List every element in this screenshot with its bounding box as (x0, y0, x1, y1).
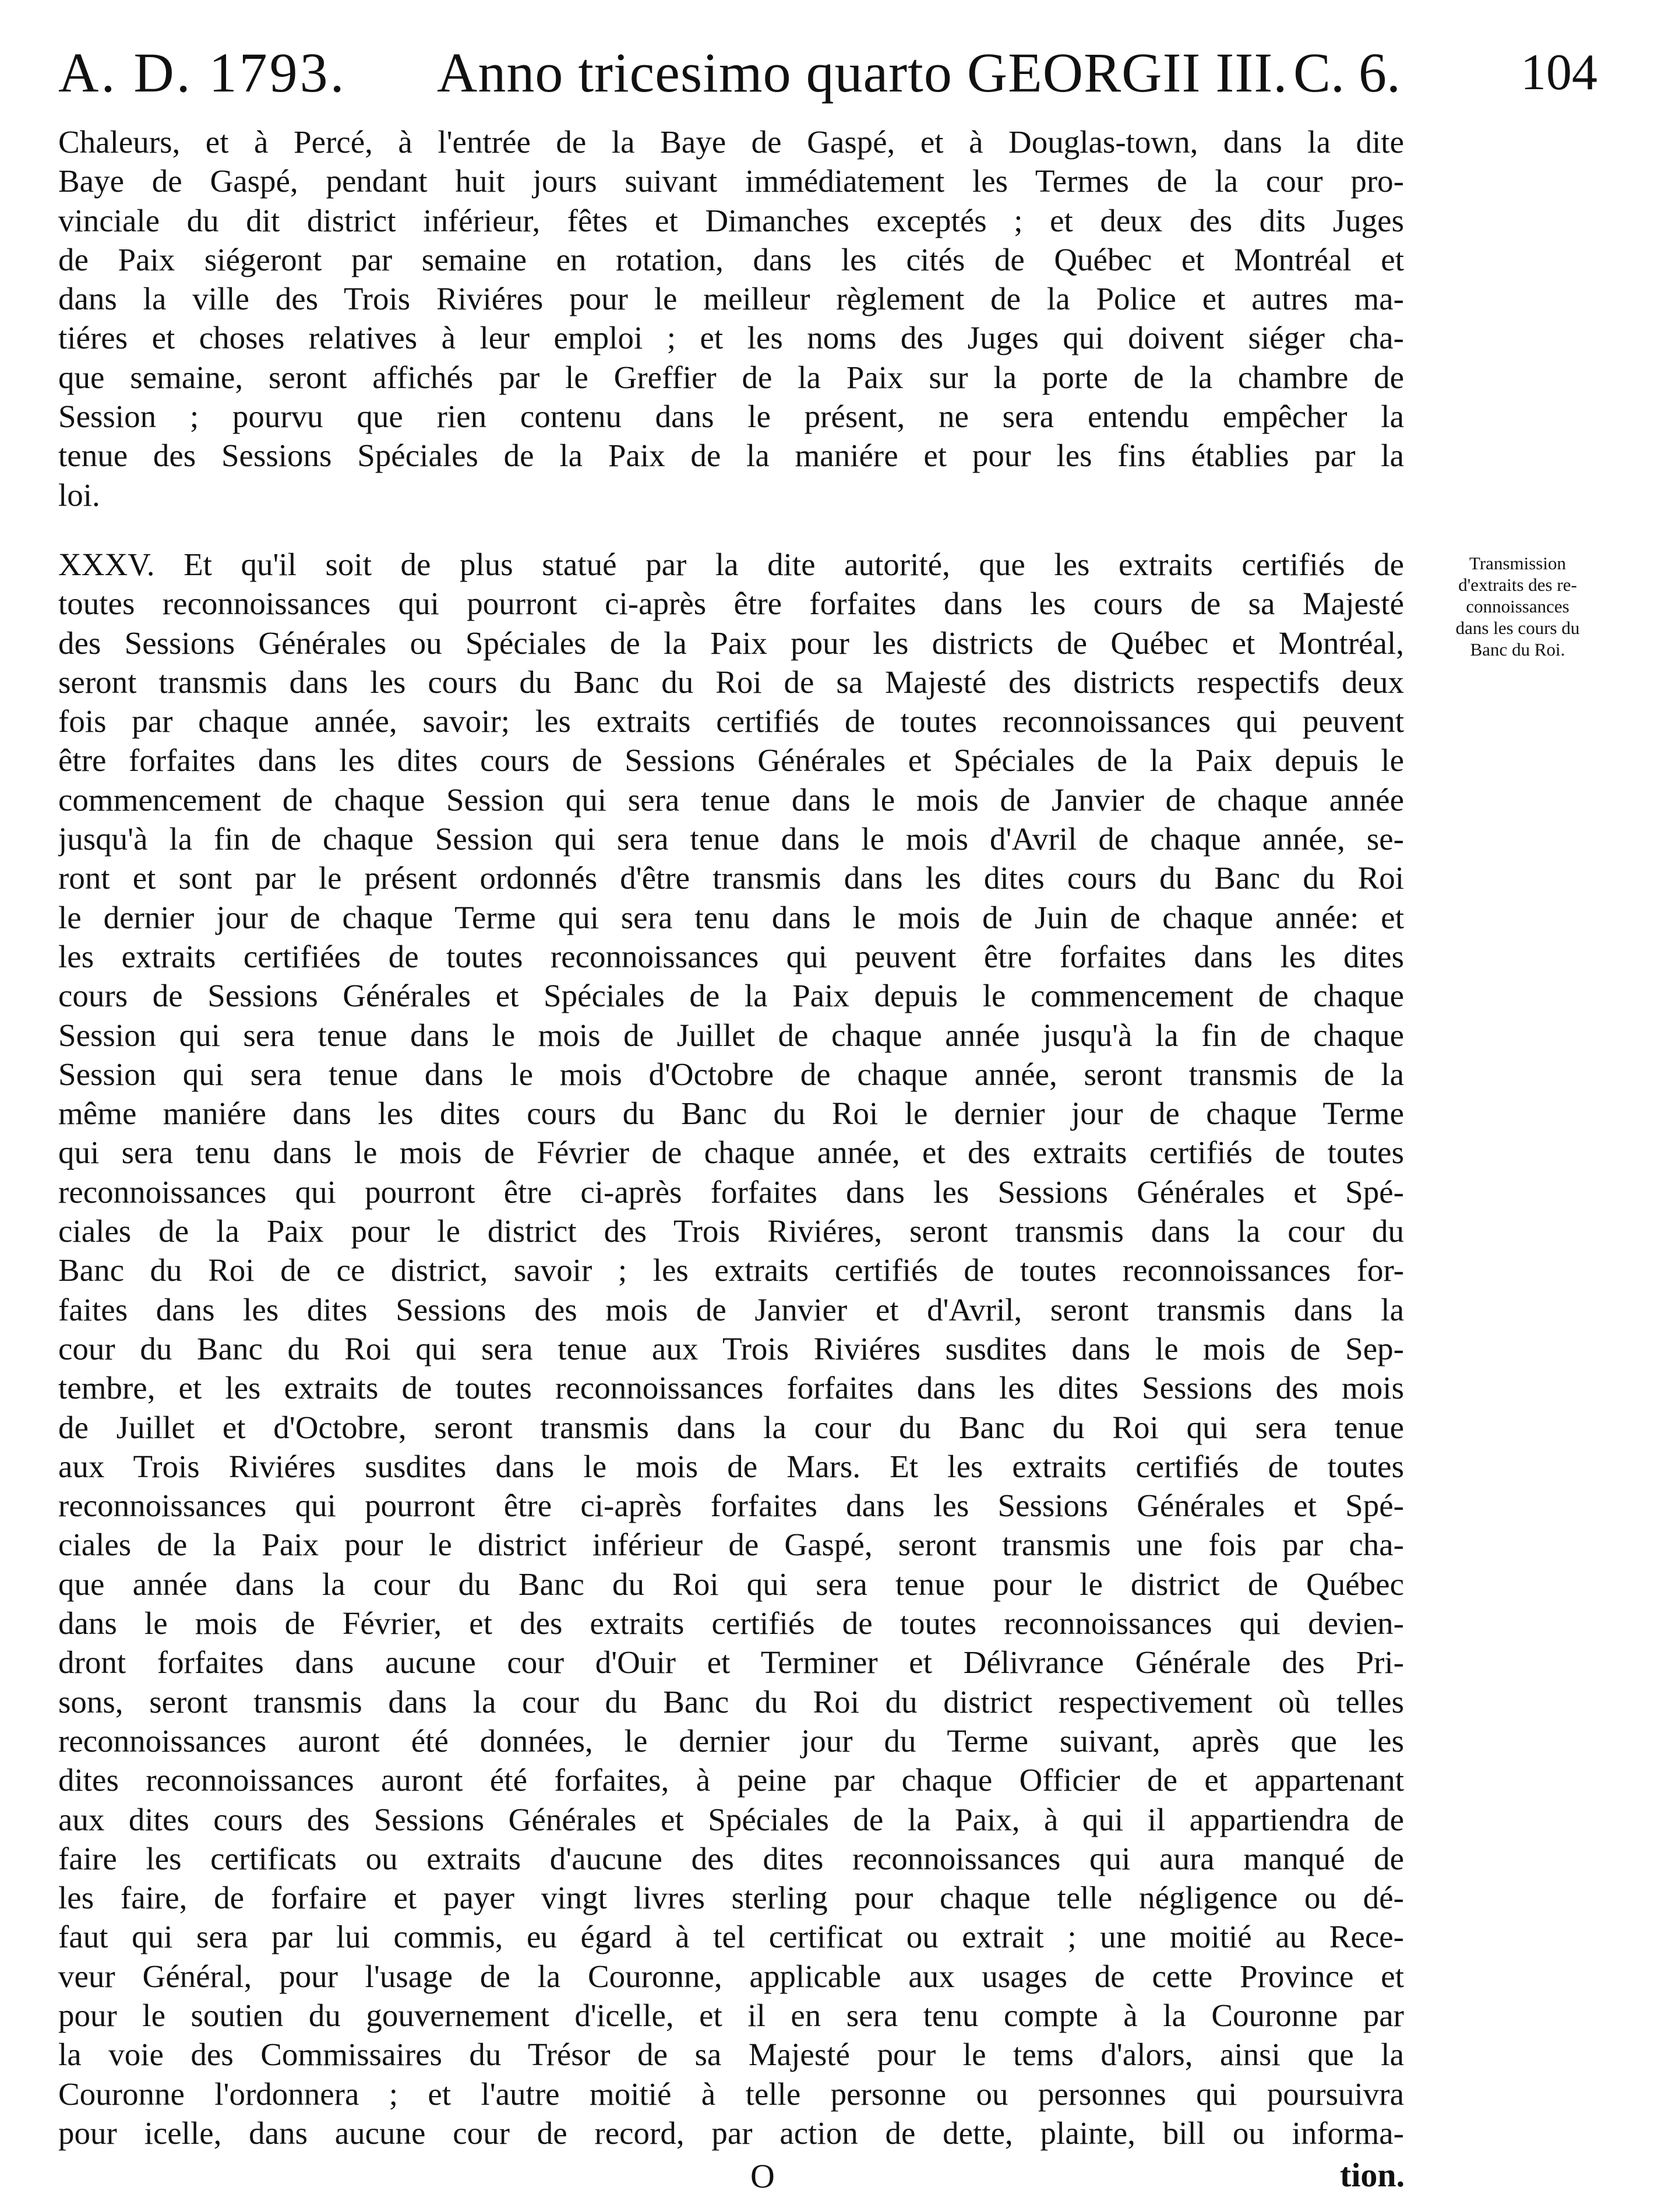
text-line: aux dites cours des Sessions Générales et Spéciales de la Paix, à qui il appartiendra de (58, 1801, 1404, 1837)
text-line: de Paix siégeront par semaine en rotation, dans les cités de Québec et Montréal et (58, 241, 1404, 277)
text-line: dites reconnoissances auront été forfaites, à peine par chaque Officier de et appartenant (58, 1762, 1404, 1798)
text-line: ciales de la Paix pour le district des Trois Riviéres, seront transmis dans la cour du (58, 1213, 1404, 1249)
signature-mark: O (750, 2157, 775, 2195)
text-line: ront et sont par le présent ordonnés d'être transmis dans les dites cours du Banc du Roi (58, 860, 1404, 896)
text-line: que semaine, seront affichés par le Greffier de la Paix sur la porte de la chambre de (58, 359, 1404, 395)
text-line: tembre, et les extraits de toutes reconnoissances forfaites dans les dites Sessions des mois (58, 1370, 1404, 1406)
text-line: vinciale du dit district inférieur, fêtes et Dimanches exceptés ; et deux des dits Juges (58, 202, 1404, 238)
text-line: Session qui sera tenue dans le mois de Juillet de chaque année jusqu'à la fin de chaque (58, 1017, 1404, 1053)
text-line: Couronne l'ordonnera ; et l'autre moitié à telle personne ou personnes qui poursuivra (58, 2076, 1404, 2112)
text-line: fois par chaque année, savoir; les extraits certifiés de toutes reconnoissances qui peuvent (58, 703, 1404, 739)
text-line: sons, seront transmis dans la cour du Banc du Roi du district respectivement où telles (58, 1683, 1404, 1720)
text-line: le dernier jour de chaque Terme qui sera tenu dans le mois de Juin de chaque année: et (58, 899, 1404, 935)
text-line: cour du Banc du Roi qui sera tenue aux Trois Riviéres susdites dans le mois de Sep- (58, 1330, 1404, 1366)
text-line: Transmission (1469, 553, 1566, 573)
text-line: commencement de chaque Session qui sera tenue dans le mois de Janvier de chaque année (58, 781, 1404, 818)
text-line: Session qui sera tenue dans le mois d'Octobre de chaque année, seront transmis de la (58, 1056, 1404, 1092)
running-header (41, 32, 1625, 114)
text-line: aux Trois Riviéres susdites dans le mois de Mars. Et les extraits certifiés de toutes (58, 1448, 1404, 1484)
header-chapter: C. 6. (1293, 41, 1401, 104)
text-line: Session ; pourvu que rien contenu dans le présent, ne sera entendu empêcher la (58, 399, 1404, 435)
text-line: connoissances (1466, 596, 1569, 617)
text-line: faites dans les dites Sessions des mois de Janvier et d'Avril, seront transmis dans la (58, 1291, 1404, 1327)
text-line: pour le soutien du gouvernement d'icelle, et il en sera tenu compte à la Couronne par (58, 1997, 1404, 2033)
text-line: dront forfaites dans aucune cour d'Ouir et Terminer et Délivrance Générale des Pri- (58, 1644, 1404, 1681)
text-line: tiéres et choses relatives à leur emploi ; et les noms des Juges qui doivent siéger cha- (58, 320, 1404, 356)
text-line: XXXV. Et qu'il soit de plus statué par la dite autorité, que les extraits certifiés de (58, 547, 1404, 582)
header-page-number: 104 (1521, 44, 1597, 101)
text-line: qui sera tenu dans le mois de Février de chaque année, et des extraits certifiés de toutes (58, 1135, 1404, 1171)
section-xxxv-paragraph (58, 545, 1404, 2153)
text-line: même maniére dans les dites cours du Banc du Roi le dernier jour de chaque Terme (58, 1096, 1404, 1132)
margin-note (1419, 552, 1617, 660)
text-line: de Juillet et d'Octobre, seront transmis dans la cour du Banc du Roi qui sera tenue (58, 1409, 1404, 1445)
text-line: toutes reconnoissances qui pourront ci-après être forfaites dans les cours de sa Majesté (58, 586, 1404, 622)
text-line: faut qui sera par lui commis, eu égard à tel certificat ou extrait ; une moitié au Rece- (58, 1919, 1404, 1955)
text-line: les extraits certifiées de toutes reconnoissances qui peuvent être forfaites dans les dites (58, 938, 1404, 974)
header-year: A. D. 1793. (58, 41, 347, 104)
text-line: dans la ville des Trois Riviéres pour le meilleur règlement de la Police et autres ma- (58, 281, 1404, 317)
text-line: que année dans la cour du Banc du Roi qui sera tenue pour le district de Québec (58, 1566, 1404, 1602)
text-line: jusqu'à la fin de chaque Session qui sera tenue dans le mois d'Avril de chaque année, se- (58, 821, 1404, 857)
header-title: Anno tricesimo quarto GEORGII III. (437, 41, 1288, 104)
text-line: faire les certificats ou extraits d'aucune des dites reconnoissances qui aura manqué de (58, 1840, 1404, 1876)
text-line: dans les cours du (1455, 618, 1580, 638)
text-line: les faire, de forfaire et payer vingt livres sterling pour chaque telle négligence ou dé- (58, 1880, 1404, 1916)
text-line: Chaleurs, et à Percé, à l'entrée de la Baye de Gaspé, et à Douglas-town, dans la dite (58, 124, 1404, 160)
text-line: des Sessions Générales ou Spéciales de la Paix pour les districts de Québec et Montréal, (58, 625, 1404, 661)
catchword: tion. (1340, 2156, 1405, 2194)
text-line: être forfaites dans les dites cours de Sessions Générales et Spéciales de la Paix depuis le (58, 742, 1404, 779)
continued-paragraph (58, 122, 1404, 515)
text-line: Baye de Gaspé, pendant huit jours suivant immédiatement les Termes de la cour pro- (58, 163, 1404, 199)
text-line: la voie des Commissaires du Trésor de sa Majesté pour le tems d'alors, ainsi que la (58, 2037, 1404, 2073)
text-line: reconnoissances qui pourront être ci-après forfaites dans les Sessions Générales et Spé- (58, 1174, 1404, 1210)
text-line: veur Général, pour l'usage de la Couronne, applicable aux usages de cette Province et (58, 1958, 1404, 1994)
text-line: reconnoissances qui pourront être ci-après forfaites dans les Sessions Générales et Spé- (58, 1488, 1404, 1524)
text-line: d'extraits des re- (1458, 575, 1577, 595)
text-line: tenue des Sessions Spéciales de la Paix de la maniére et pour les fins établies par la (58, 438, 1404, 474)
text-line: seront transmis dans les cours du Banc du Roi de sa Majesté des districts respectifs deux (58, 664, 1404, 700)
text-line: reconnoissances auront été données, le dernier jour du Terme suivant, après que les (58, 1723, 1404, 1759)
text-line: ciales de la Paix pour le district inférieur de Gaspé, seront transmis une fois par cha- (58, 1527, 1404, 1563)
text-line: Banc du Roi de ce district, savoir ; les extraits certifiés de toutes reconnoissances for- (58, 1252, 1404, 1288)
text-line: loi. (58, 477, 100, 513)
text-line: dans le mois de Février, et des extraits certifiés de toutes reconnoissances qui devien- (58, 1605, 1404, 1642)
text-line: cours de Sessions Générales et Spéciales de la Paix depuis le commencement de chaque (58, 978, 1404, 1014)
text-line: pour icelle, dans aucune cour de record, par action de dette, plainte, bill ou informa- (58, 2115, 1404, 2151)
text-line: Banc du Roi. (1470, 639, 1565, 660)
